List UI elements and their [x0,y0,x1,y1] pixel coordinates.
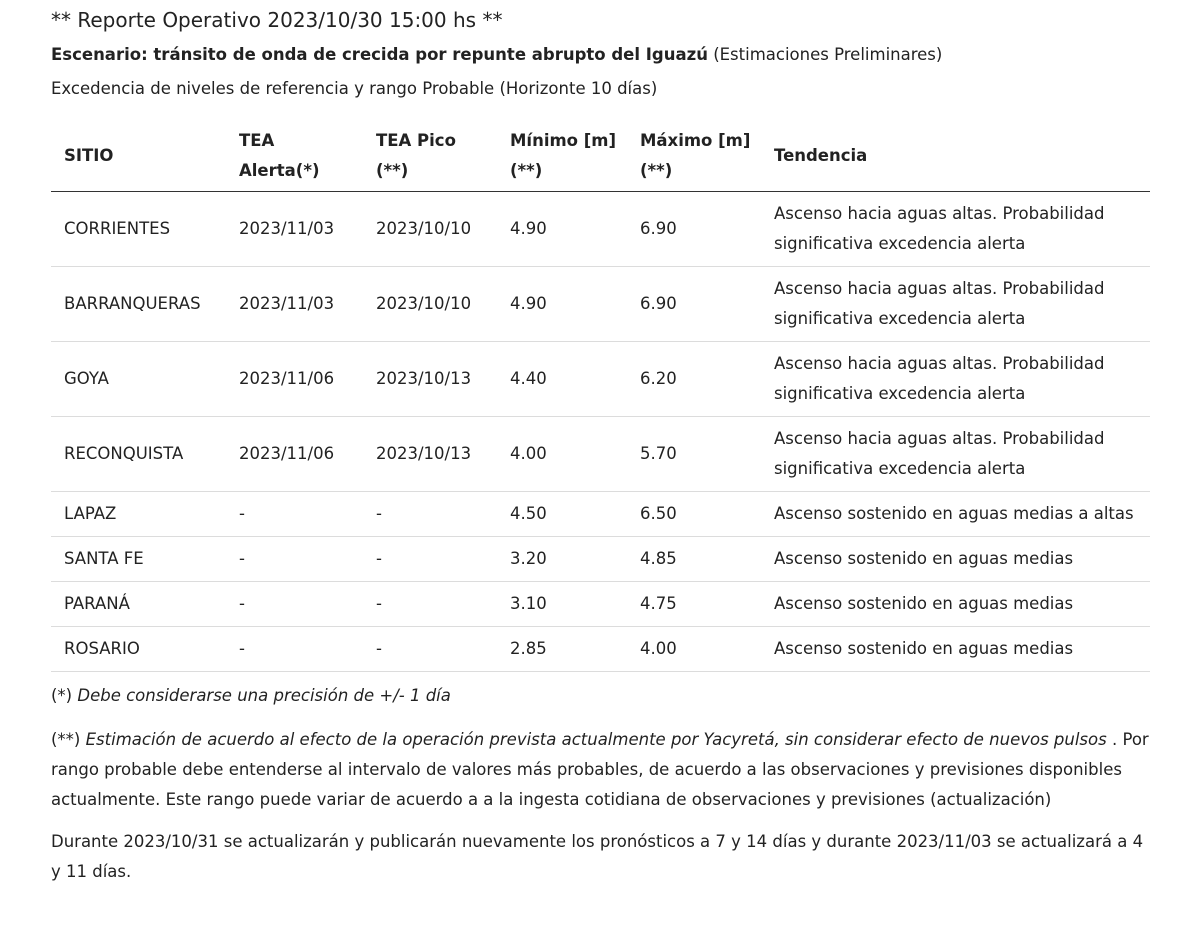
cell-max: 4.85 [627,537,761,582]
cell-alert: 2023/11/06 [226,342,363,417]
cell-alert: - [226,537,363,582]
cell-min: 4.40 [497,342,627,417]
cell-min: 4.00 [497,417,627,492]
cell-alert: 2023/11/03 [226,192,363,267]
header-maximum: Máximo [m] (**) [627,121,761,192]
cell-trend: Ascenso hacia aguas altas. Probabilidad significativa excedencia alerta [761,267,1150,342]
header-tea-alert: TEA Alerta(*) [226,121,363,192]
cell-site: RECONQUISTA [51,417,226,492]
cell-min: 2.85 [497,627,627,672]
cell-max: 6.50 [627,492,761,537]
cell-site: SANTA FE [51,537,226,582]
cell-trend: Ascenso sostenido en aguas medias [761,627,1150,672]
cell-max: 6.20 [627,342,761,417]
report-subtitle: Excedencia de niveles de referencia y rango Probable (Horizonte 10 días) [51,79,658,98]
cell-max: 4.75 [627,582,761,627]
table-row [51,582,1150,627]
header-minimum: Mínimo [m] (**) [497,121,627,192]
table-row [51,492,1150,537]
table-row [51,342,1150,417]
cell-trend: Ascenso sostenido en aguas medias [761,537,1150,582]
cell-alert: - [226,492,363,537]
table-row [51,267,1150,342]
cell-alert: - [226,582,363,627]
cell-min: 4.50 [497,492,627,537]
levels-table [51,121,1150,672]
cell-min: 4.90 [497,192,627,267]
cell-peak: - [363,627,497,672]
header-site: SITIO [51,121,226,192]
cell-site: PARANÁ [51,582,226,627]
cell-peak: - [363,492,497,537]
cell-max: 4.00 [627,627,761,672]
cell-peak: 2023/10/10 [363,267,497,342]
cell-peak: 2023/10/13 [363,417,497,492]
cell-trend: Ascenso hacia aguas altas. Probabilidad significativa excedencia alerta [761,342,1150,417]
cell-peak: - [363,537,497,582]
cell-min: 3.20 [497,537,627,582]
cell-site: LAPAZ [51,492,226,537]
cell-site: BARRANQUERAS [51,267,226,342]
footnote-estimation: (**) Estimación de acuerdo al efecto de la operación prevista actualmente por Yacyretá, sin considerar efecto de nuevos pulsos . Por rango probable debe entenderse al intervalo de valores más probables, de acuerdo a las observaciones y previsiones disponibles actualmente. Este rango puede variar de acuerdo a a la ingesta cotidiana de observaciones y previsiones (actualización) [51,730,1149,809]
cell-site: ROSARIO [51,627,226,672]
cell-peak: 2023/10/13 [363,342,497,417]
scenario-line [51,43,942,67]
cell-trend: Ascenso sostenido en aguas medias [761,582,1150,627]
update-notice: Durante 2023/10/31 se actualizarán y publicarán nuevamente los pronósticos a 7 y 14 días y durante 2023/11/03 se actualizará a 4 y 11 días. [51,832,1144,881]
table-row [51,627,1150,672]
cell-trend: Ascenso hacia aguas altas. Probabilidad significativa excedencia alerta [761,417,1150,492]
header-tea-peak: TEA Pico (**) [363,121,497,192]
footnote-precision: (*) Debe considerarse una precisión de +/- 1 día [51,686,451,705]
cell-alert: - [226,627,363,672]
cell-peak: 2023/10/10 [363,192,497,267]
table-row [51,192,1150,267]
cell-alert: 2023/11/03 [226,267,363,342]
cell-alert: 2023/11/06 [226,417,363,492]
cell-site: GOYA [51,342,226,417]
report-title: ** Reporte Operativo 2023/10/30 15:00 hs ** [51,8,503,32]
cell-min: 3.10 [497,582,627,627]
cell-peak: - [363,582,497,627]
scenario-note: (Estimaciones Preliminares) [707,45,943,64]
cell-max: 6.90 [627,192,761,267]
table-header-row [51,121,1150,192]
cell-trend: Ascenso sostenido en aguas medias a altas [761,492,1150,537]
cell-min: 4.90 [497,267,627,342]
table-row [51,417,1150,492]
cell-max: 6.90 [627,267,761,342]
cell-trend: Ascenso hacia aguas altas. Probabilidad significativa excedencia alerta [761,192,1150,267]
header-trend: Tendencia [761,121,1150,192]
table-row [51,537,1150,582]
cell-max: 5.70 [627,417,761,492]
cell-site: CORRIENTES [51,192,226,267]
scenario-label: Escenario: tránsito de onda de crecida por repunte abrupto del Iguazú [51,45,708,64]
